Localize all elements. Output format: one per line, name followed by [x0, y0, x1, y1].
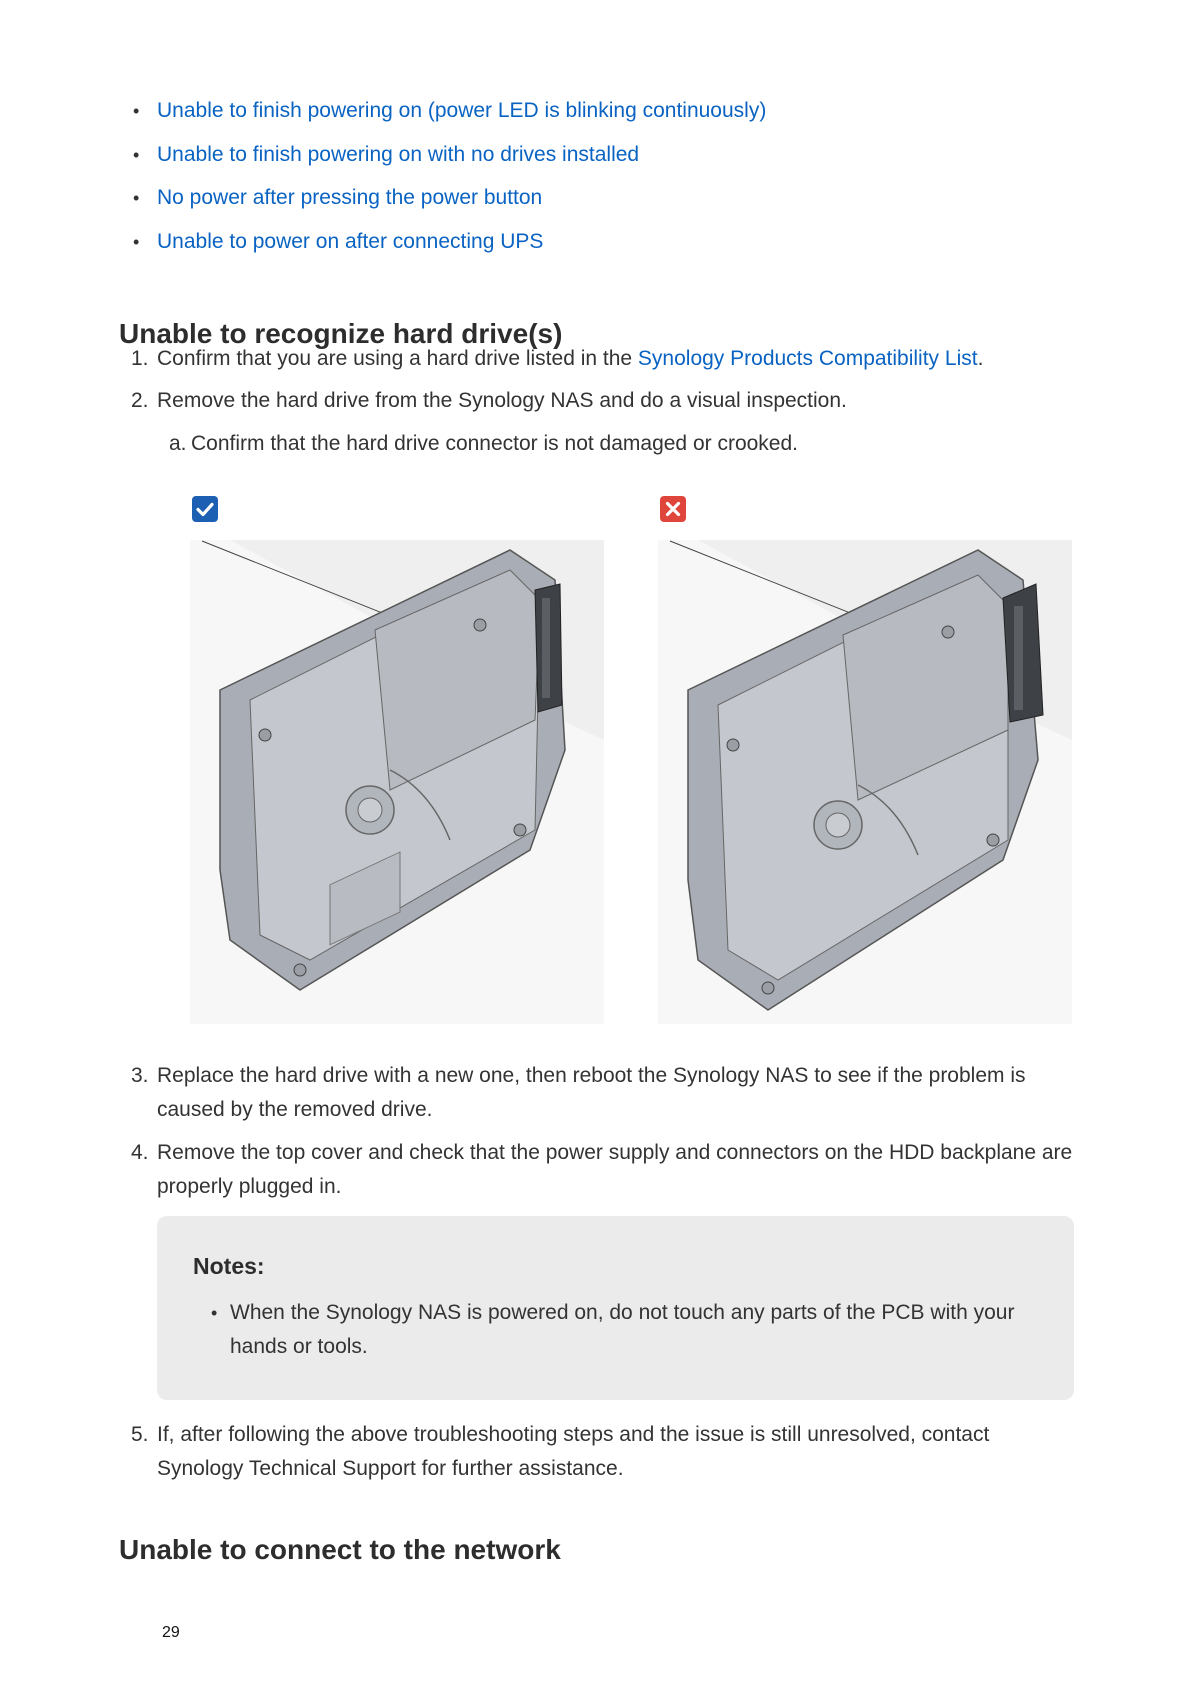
list-item [127, 231, 766, 275]
step-text: Remove the top cover and check that the power supply and connectors on the HDD backplane are properly plugged in. [157, 1141, 1073, 1198]
step-text: Replace the hard drive with a new one, then reboot the Synology NAS to see if the problem is caused by the removed drive. [157, 1064, 1026, 1121]
section-heading-hard-drives: Unable to recognize hard drive(s) [119, 318, 563, 349]
page-number: 29 [162, 1624, 180, 1641]
step-text: Remove the hard drive from the Synology NAS and do a visual inspection. [157, 389, 847, 412]
compatibility-list-link[interactable]: Synology Products Compatibility List [637, 347, 978, 370]
step-text: Confirm that the hard drive connector is not damaged or crooked. [191, 432, 798, 455]
list-item [127, 100, 766, 144]
step-number: a. [169, 432, 187, 455]
step-number: 3. [131, 1064, 149, 1087]
correct-connector-panel [190, 494, 604, 1024]
section-heading-network: Unable to connect to the network [119, 1534, 561, 1565]
notes-title: Notes: [193, 1253, 265, 1279]
link-no-power-after-button[interactable]: No power after pressing the power button [157, 186, 543, 209]
notes-bullet: • [211, 1303, 218, 1323]
link-no-drives-installed[interactable]: Unable to finish powering on with no drives installed [157, 142, 640, 166]
step-text [157, 342, 1081, 376]
step-text-after: . [977, 347, 984, 370]
notes-item: When the Synology NAS is powered on, do not touch any parts of the PCB with your hands or tools. [230, 1301, 1015, 1358]
step-text-before: Confirm that you are using a hard drive listed in the [157, 347, 638, 370]
notes-box [157, 1216, 1074, 1400]
step-number: 1. [131, 347, 149, 370]
hard-drive-illustration-good [190, 540, 604, 1024]
checkbox-checked-icon [192, 496, 218, 522]
related-links-list [127, 100, 766, 274]
step-number: 4. [131, 1141, 149, 1164]
step-number: 5. [131, 1423, 149, 1446]
hard-drive-illustration-bad [658, 540, 1072, 1024]
link-blinking-power-led[interactable]: Unable to finish powering on (power LED is blinking continuously) [157, 99, 767, 122]
connector-comparison-figure [190, 494, 1078, 1024]
crooked-connector-panel [658, 494, 1072, 1024]
list-item [127, 144, 766, 188]
list-item [127, 187, 766, 231]
step-number: 2. [131, 389, 149, 412]
link-ups-power-on[interactable]: Unable to power on after connecting UPS [157, 229, 544, 253]
checkbox-cross-icon [660, 496, 686, 522]
step-text: If, after following the above troubleshooting steps and the issue is still unresolved, contact Synology Technical Support for further assistance. [157, 1423, 990, 1480]
